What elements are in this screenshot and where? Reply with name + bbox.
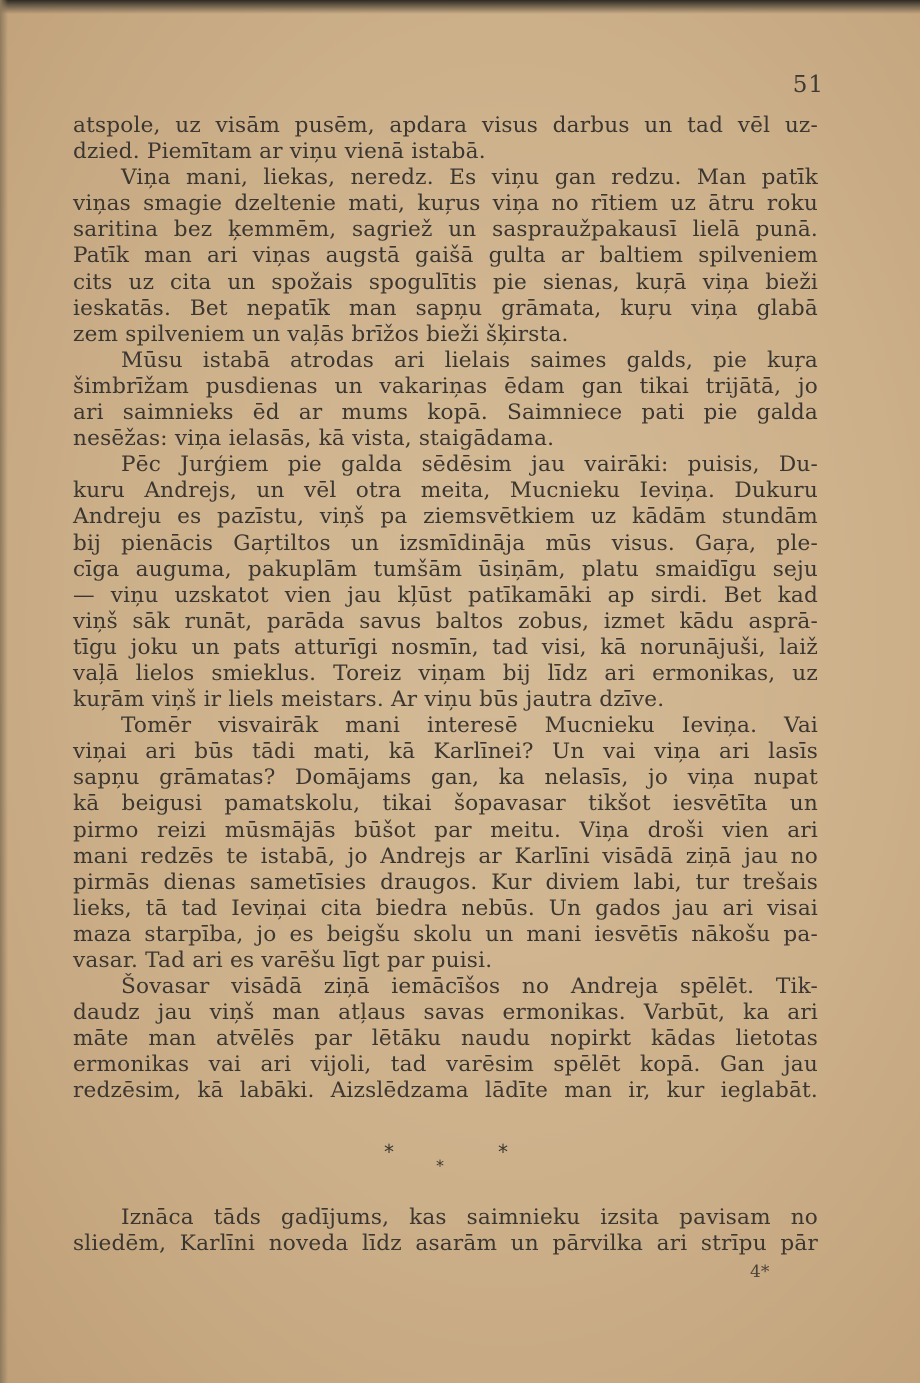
text-line: Tomēr visvairāk mani interesē Mucnieku Ieviņa. Vai: [121, 713, 818, 739]
closing-text: [73, 1205, 818, 1257]
text-line: šimbrīžam pusdienas un vakariņas ēdam gan tikai trijātā, jo: [73, 373, 818, 399]
text-line: vaļā lielos smieklus. Toreiz viņam bij līdz ari ermonikas, uz: [73, 660, 818, 686]
page-top-edge: [0, 0, 920, 14]
text-line: viņai ari būs tādi mati, kā Karlīnei? Un vai viņa ari lasīs: [73, 739, 818, 765]
text-line: dzied. Piemītam ar viņu vienā istabā.: [73, 139, 486, 165]
text-line: cits uz cita un spožais spogulītis pie sienas, kuŗā viņa bieži: [73, 269, 818, 295]
body-text: [73, 113, 818, 1105]
text-line: ari saimnieks ēd ar mums kopā. Saimniece pati pie galda: [73, 400, 818, 426]
separator-star: *: [384, 1140, 394, 1164]
paragraph: [73, 713, 818, 974]
text-line: pirmās dienas sametīsies draugos. Kur diviem labi, tur trešais: [73, 869, 818, 895]
text-line: viņš sāk runāt, parāda savus baltos zobus, izmet kādu asprā-: [73, 608, 818, 634]
paragraph: [73, 165, 818, 348]
signature-mark: 4*: [750, 1262, 770, 1282]
text-line: Andreju es pazīstu, viņš pa ziemsvētkiem uz kādām stundām: [73, 504, 818, 530]
text-line: cīga auguma, pakuplām tumšām ūsiņām, platu smaidīgu seju: [73, 556, 818, 582]
text-line: pirmo reizi mūsmājās būšot par meitu. Viņa droši vien ari: [73, 817, 818, 843]
text-line: kuru Andrejs, un vēl otra meita, Mucnieku Ieviņa. Dukuru: [73, 478, 818, 504]
page-number: 51: [792, 72, 824, 98]
text-line: māte man atvēlēs par lētāku naudu nopirkt kādas lietotas: [73, 1026, 818, 1052]
page-left-edge: [0, 0, 8, 1383]
paragraph: [73, 452, 818, 713]
separator-star: *: [436, 1156, 444, 1175]
text-line: nesēžas: viņa ielasās, kā vista, staigādama.: [73, 426, 555, 452]
text-line: Šovasar visādā ziņā iemācīšos no Andreja spēlēt. Tik-: [121, 974, 818, 1000]
text-line: sliedēm, Karlīni noveda līdz asarām un pārvilka ari strīpu pār: [73, 1231, 818, 1257]
text-line: Mūsu istabā atrodas ari lielais saimes galds, pie kuŗa: [121, 347, 818, 373]
text-line: daudz jau viņš man atļaus savas ermonikas. Varbūt, ka ari: [73, 1000, 818, 1026]
text-line: — viņu uzskatot vien jau kļūst patīkamāki ap sirdi. Bet kad: [73, 582, 818, 608]
text-line: lieks, tā tad Ieviņai cita biedra nebūs. Un gados jau ari visai: [73, 895, 818, 921]
section-separator: [340, 1136, 540, 1186]
separator-star: *: [498, 1140, 508, 1164]
text-line: Patīk man ari viņas augstā gaišā gulta ar baltiem spilveniem: [73, 243, 818, 269]
text-line: saritina bez ķemmēm, sagriež un saspraužpakausī lielā punā.: [73, 217, 818, 243]
paragraph: [73, 348, 818, 452]
text-line: mani redzēs te istabā, jo Andrejs ar Karlīni visādā ziņā jau no: [73, 843, 818, 869]
text-line: zem spilveniem un vaļās brīžos bieži šķirsta.: [73, 321, 569, 347]
text-line: viņas smagie dzeltenie mati, kuŗus viņa no rītiem uz ātru roku: [73, 191, 818, 217]
text-line: sapņu grāmatas? Domājams gan, ka nelasīs, jo viņa nupat: [73, 765, 818, 791]
text-line: ermonikas vai ari vijoli, tad varēsim spēlēt kopā. Gan jau: [73, 1052, 818, 1078]
text-line: Iznāca tāds gadījums, kas saimnieku izsita pavisam no: [121, 1205, 818, 1230]
text-line: ieskatās. Bet nepatīk man sapņu grāmata, kuŗu viņa glabā: [73, 295, 818, 321]
text-line: redzēsim, kā labāki. Aizslēdzama lādīte man ir, kur ieglabāt.: [73, 1078, 818, 1104]
text-line: maza starpība, jo es beigšu skolu un mani iesvētīs nākošu pa-: [73, 921, 818, 947]
text-line: Pēc Jurģiem pie galda sēdēsim jau vairāki: puisis, Du-: [121, 452, 818, 478]
text-line: tīgu joku un pats atturīgi nosmīn, tad visi, kā norunājuši, laiž: [73, 634, 818, 660]
paragraph: [73, 113, 818, 165]
text-line: kuŗām viņš ir liels meistars. Ar viņu būs jautra dzīve.: [73, 687, 665, 713]
text-line: vasar. Tad ari es varēšu līgt par puisi.: [73, 948, 493, 973]
paragraph: [73, 974, 818, 1104]
text-line: atspole, uz visām pusēm, apdara visus darbus un tad vēl uz-: [73, 113, 818, 138]
text-line: kā beigusi pamatskolu, tikai šopavasar tikšot iesvētīta un: [73, 791, 818, 817]
text-line: bij pienācis Gaŗtiltos un izsmīdināja mūs visus. Gaŗa, ple-: [73, 530, 818, 556]
text-line: Viņa mani, liekas, neredz. Es viņu gan redzu. Man patīk: [121, 165, 818, 191]
